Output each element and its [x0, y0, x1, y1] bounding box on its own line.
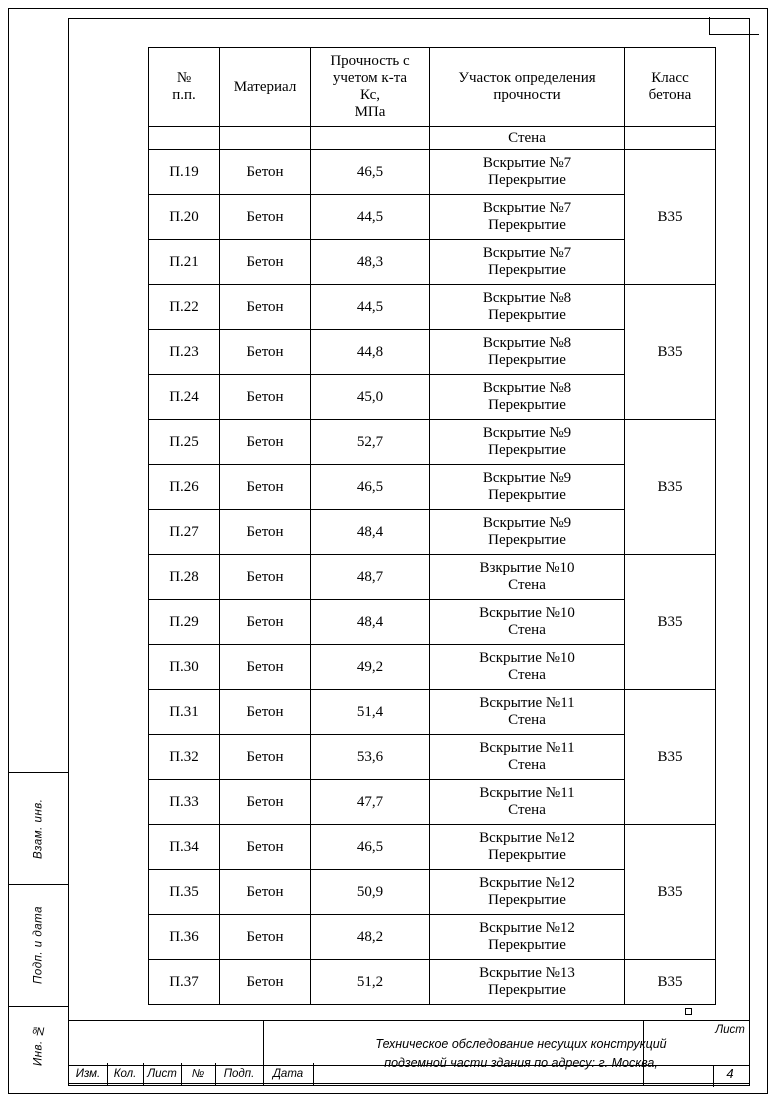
cell-strength-empty: [311, 127, 430, 150]
stamp-cell-izm: Изм.: [69, 1063, 108, 1085]
cell-area: [430, 690, 625, 735]
cell-area-line2: Стена: [508, 757, 546, 773]
cell-material: Бетон: [220, 690, 311, 735]
cell-area-line1: Вскрытие №9: [482, 425, 572, 442]
cell-area-line2: Перекрытие: [488, 352, 566, 368]
cell-area: [430, 555, 625, 600]
cell-area-line1: Взкрытие №10: [479, 560, 575, 577]
cell-class: В35: [625, 690, 716, 825]
cell-area-line2: Перекрытие: [488, 892, 566, 908]
cell-no: П.29: [149, 600, 220, 645]
cell-area: [430, 150, 625, 195]
cell-no: П.25: [149, 420, 220, 465]
cell-area-line2: Стена: [508, 622, 546, 638]
col-header-no-line1: №: [176, 70, 192, 87]
cell-area-line1: Вскрытие №11: [479, 785, 575, 802]
stamp-cell-podp: Подп.: [215, 1063, 264, 1085]
document-title-line2: подземной части здания по адресу: г. Москва,: [384, 1056, 658, 1070]
cell-strength: 51,4: [311, 690, 430, 735]
cell-area-line1: Вскрытие №12: [479, 875, 575, 892]
cell-area: [430, 285, 625, 330]
cell-area-line2: Перекрытие: [488, 982, 566, 998]
cell-strength: 49,2: [311, 645, 430, 690]
sheet-number: 4: [726, 1066, 734, 1081]
cell-area-line2: Перекрытие: [488, 442, 566, 458]
cell-strength: 51,2: [311, 960, 430, 1005]
cell-class: В35: [625, 285, 716, 420]
cell-material: Бетон: [220, 825, 311, 870]
cell-no: П.19: [149, 150, 220, 195]
cell-area-line2: Перекрытие: [488, 307, 566, 323]
cell-area: [430, 420, 625, 465]
margin-label-inv-no: Инв. №: [32, 1024, 45, 1067]
cell-area-line1: Вскрытие №12: [479, 830, 575, 847]
document-title-line1: Техническое обследование несущих конструкций: [375, 1036, 667, 1051]
cell-area: [430, 240, 625, 285]
col-header-no: [149, 48, 220, 127]
cell-material: Бетон: [220, 960, 311, 1005]
cell-no: П.31: [149, 690, 220, 735]
cell-no: П.33: [149, 780, 220, 825]
margin-block-vzam: [8, 772, 69, 884]
cell-material: Бетон: [220, 555, 311, 600]
cell-area: [430, 465, 625, 510]
cell-material: Бетон: [220, 870, 311, 915]
cell-class: В35: [625, 150, 716, 285]
cell-material: Бетон: [220, 330, 311, 375]
cell-no: П.21: [149, 240, 220, 285]
cell-strength: 44,5: [311, 195, 430, 240]
cell-class: В35: [625, 420, 716, 555]
cell-material: Бетон: [220, 510, 311, 555]
cell-area: [430, 870, 625, 915]
margin-block-inv-no: [8, 1006, 69, 1084]
cell-strength: 48,4: [311, 600, 430, 645]
left-margin-column: [8, 18, 69, 1084]
table-anchor-marker: [685, 1008, 692, 1015]
sheet-label: Лист: [715, 1024, 745, 1036]
cell-material: Бетон: [220, 195, 311, 240]
cell-no: П.24: [149, 375, 220, 420]
cell-material: Бетон: [220, 645, 311, 690]
cell-area: [430, 960, 625, 1005]
strength-test-table: [148, 47, 716, 1005]
cell-area-line1: Вскрытие №7: [482, 200, 572, 217]
table-row: [149, 825, 716, 870]
cell-area-line1: Вскрытие №8: [482, 290, 572, 307]
cell-strength: 52,7: [311, 420, 430, 465]
table-row: [149, 150, 716, 195]
cell-area: [430, 645, 625, 690]
cell-area-line1: Вскрытие №11: [479, 740, 575, 757]
cell-material: Бетон: [220, 465, 311, 510]
cell-strength: 48,3: [311, 240, 430, 285]
cell-material: Бетон: [220, 735, 311, 780]
cell-strength: 48,7: [311, 555, 430, 600]
cell-area-line2: Стена: [508, 577, 546, 593]
cell-class: В35: [625, 960, 716, 1005]
cell-area-line1: Вскрытие №13: [479, 965, 575, 982]
cell-area-line1: Вскрытие №9: [482, 515, 572, 532]
cell-area-line2: Перекрытие: [488, 937, 566, 953]
cell-area-line2: Стена: [508, 712, 546, 728]
col-header-strength-line1: Прочность с: [330, 53, 410, 70]
title-block: [68, 1020, 750, 1086]
cell-material: Бетон: [220, 240, 311, 285]
margin-label-podp-data: Подп. и дата: [32, 906, 45, 985]
cell-area-line1: Вскрытие №10: [479, 605, 575, 622]
cell-material: Бетон: [220, 600, 311, 645]
cell-area: [430, 375, 625, 420]
table-row: [149, 960, 716, 1005]
cell-no: П.20: [149, 195, 220, 240]
cell-area: [430, 510, 625, 555]
table-row: [149, 420, 716, 465]
cell-area: [430, 780, 625, 825]
cell-area: [430, 915, 625, 960]
table-row: [149, 555, 716, 600]
cell-strength: 46,5: [311, 465, 430, 510]
col-header-class-line2: бетона: [648, 87, 692, 103]
table-body: [149, 127, 716, 1005]
cell-strength: 44,8: [311, 330, 430, 375]
stamp-cell-kol: Кол.: [107, 1063, 144, 1085]
cell-strength: 46,5: [311, 825, 430, 870]
stamp-cell-list: Лист: [143, 1063, 182, 1085]
col-header-strength-line2: учетом к-та: [332, 70, 408, 87]
strength-test-table-wrapper: [148, 47, 690, 1005]
cell-no: П.22: [149, 285, 220, 330]
stamp-cell-number: №: [181, 1063, 216, 1085]
table-row-continuation: [149, 127, 716, 150]
cell-strength: 53,6: [311, 735, 430, 780]
table-row: [149, 690, 716, 735]
cell-no: П.27: [149, 510, 220, 555]
col-header-material-line1: Материал: [233, 78, 297, 95]
col-header-strength-line3: Кс,: [359, 87, 381, 103]
cell-no: П.36: [149, 915, 220, 960]
cell-strength: 47,7: [311, 780, 430, 825]
cell-strength: 50,9: [311, 870, 430, 915]
cell-area-line2: Перекрытие: [488, 487, 566, 503]
col-header-strength-line4: МПа: [354, 103, 386, 120]
cell-class: В35: [625, 555, 716, 690]
cell-no: П.35: [149, 870, 220, 915]
cell-area-line2: Стена: [508, 667, 546, 683]
col-header-class: [625, 48, 716, 127]
cell-area: [430, 825, 625, 870]
cell-area: [430, 195, 625, 240]
col-header-area-line1: Участок определения: [458, 70, 596, 87]
cell-no: П.37: [149, 960, 220, 1005]
cell-material: Бетон: [220, 285, 311, 330]
table-header: [149, 48, 716, 127]
cell-area-line2: Перекрытие: [488, 532, 566, 548]
cell-no: П.34: [149, 825, 220, 870]
cell-area-line2: Перекрытие: [488, 262, 566, 278]
cell-area-line1: Вскрытие №9: [482, 470, 572, 487]
col-header-no-line2: п.п.: [172, 87, 196, 103]
cell-material-empty: [220, 127, 311, 150]
table-row: [149, 285, 716, 330]
cell-area: [430, 330, 625, 375]
cell-strength: 48,2: [311, 915, 430, 960]
cell-material: Бетон: [220, 375, 311, 420]
col-header-material: [220, 48, 311, 127]
cell-strength: 46,5: [311, 150, 430, 195]
cell-area-line2: Перекрытие: [488, 217, 566, 233]
cell-class: В35: [625, 825, 716, 960]
cell-area-continuation: Стена: [430, 127, 625, 150]
col-header-area-line2: прочности: [493, 87, 561, 103]
cell-area-line1: Вскрытие №11: [479, 695, 575, 712]
cell-material: Бетон: [220, 150, 311, 195]
cell-area-line1: Вскрытие №7: [482, 155, 572, 172]
stamp-cell-data: Дата: [263, 1063, 314, 1085]
cell-strength: 44,5: [311, 285, 430, 330]
cell-no-empty: [149, 127, 220, 150]
cell-material: Бетон: [220, 780, 311, 825]
cell-material: Бетон: [220, 420, 311, 465]
cell-area: [430, 735, 625, 780]
cell-class-empty: [625, 127, 716, 150]
cell-area-line1: Вскрытие №8: [482, 380, 572, 397]
cell-material: Бетон: [220, 915, 311, 960]
cell-area-line1: Вскрытие №8: [482, 335, 572, 352]
cell-strength: 45,0: [311, 375, 430, 420]
cell-no: П.30: [149, 645, 220, 690]
cell-no: П.26: [149, 465, 220, 510]
col-header-class-line1: Класс: [651, 70, 689, 87]
cell-no: П.28: [149, 555, 220, 600]
document-title: [331, 1023, 711, 1085]
cell-area: [430, 600, 625, 645]
cell-area-line1: Вскрытие №12: [479, 920, 575, 937]
col-header-area: [430, 48, 625, 127]
cell-area-line1: Вскрытие №7: [482, 245, 572, 262]
col-header-strength: [311, 48, 430, 127]
cell-no: П.23: [149, 330, 220, 375]
cell-area-line2: Перекрытие: [488, 172, 566, 188]
cell-strength: 48,4: [311, 510, 430, 555]
cell-area-line2: Стена: [508, 802, 546, 818]
table-header-row: [149, 48, 716, 127]
cell-area-line2: Перекрытие: [488, 847, 566, 863]
margin-label-vzam: Взам. инв.: [32, 798, 45, 859]
cell-area-line1: Вскрытие №10: [479, 650, 575, 667]
margin-block-podp-data: [8, 884, 69, 1006]
cell-no: П.32: [149, 735, 220, 780]
cell-area-line2: Перекрытие: [488, 397, 566, 413]
